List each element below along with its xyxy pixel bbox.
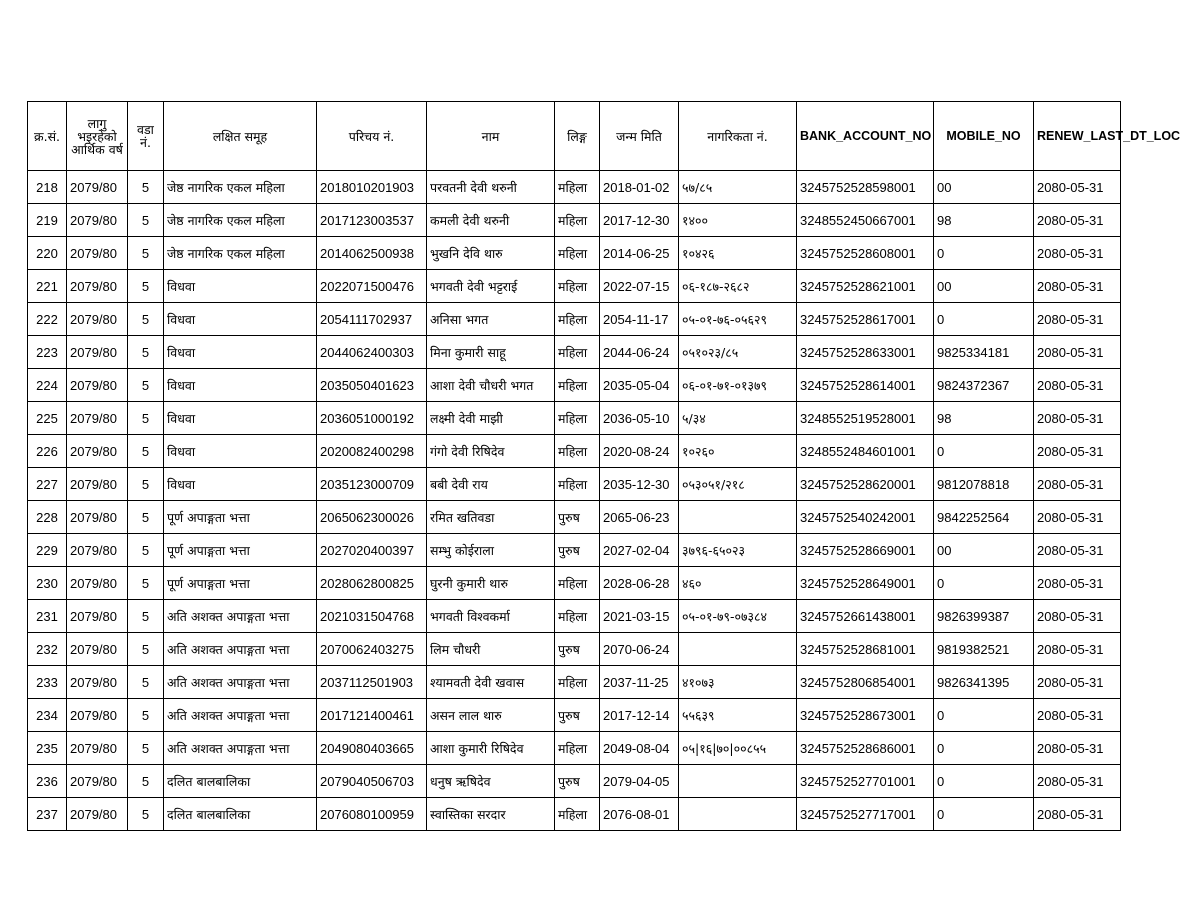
cell-citizenship-number: ०५१०२३/८५ (679, 336, 797, 369)
cell-birth-date: 2070-06-24 (600, 633, 679, 666)
cell-target-group: जेष्ठ नागरिक एकल महिला (164, 204, 317, 237)
cell-mobile: 0 (934, 765, 1034, 798)
cell-citizenship-number (679, 633, 797, 666)
cell-mobile: 0 (934, 303, 1034, 336)
cell-renew-date: 2080-05-31 (1034, 303, 1121, 336)
cell-bank-account: 3245752527701001 (797, 765, 934, 798)
cell-birth-date: 2035-05-04 (600, 369, 679, 402)
cell-bank-account: 3245752540242001 (797, 501, 934, 534)
cell-ward: 5 (128, 501, 164, 534)
cell-ward: 5 (128, 435, 164, 468)
cell-fiscal-year: 2079/80 (67, 369, 128, 402)
cell-renew-date: 2080-05-31 (1034, 633, 1121, 666)
cell-gender: महिला (555, 798, 600, 831)
cell-id-number: 2035123000709 (317, 468, 427, 501)
cell-target-group: पूर्ण अपाङ्गता भत्ता (164, 567, 317, 600)
cell-serial: 226 (28, 435, 67, 468)
cell-mobile: 9825334181 (934, 336, 1034, 369)
cell-fiscal-year: 2079/80 (67, 402, 128, 435)
cell-mobile: 0 (934, 798, 1034, 831)
cell-citizenship-number (679, 501, 797, 534)
cell-mobile: 0 (934, 699, 1034, 732)
cell-ward: 5 (128, 534, 164, 567)
cell-target-group: अति अशक्त अपाङ्गता भत्ता (164, 600, 317, 633)
cell-ward: 5 (128, 600, 164, 633)
cell-ward: 5 (128, 633, 164, 666)
cell-ward: 5 (128, 204, 164, 237)
table-row (28, 402, 1121, 435)
cell-bank-account: 3245752528633001 (797, 336, 934, 369)
cell-id-number: 2065062300026 (317, 501, 427, 534)
cell-gender: पुरुष (555, 765, 600, 798)
cell-birth-date: 2028-06-28 (600, 567, 679, 600)
table-row (28, 567, 1121, 600)
cell-serial: 234 (28, 699, 67, 732)
cell-birth-date: 2022-07-15 (600, 270, 679, 303)
cell-birth-date: 2018-01-02 (600, 171, 679, 204)
cell-renew-date: 2080-05-31 (1034, 699, 1121, 732)
cell-id-number: 2014062500938 (317, 237, 427, 270)
cell-name: अनिसा भगत (427, 303, 555, 336)
cell-target-group: विधवा (164, 336, 317, 369)
cell-citizenship-number: ०५|१६|७०|००८५५ (679, 732, 797, 765)
cell-serial: 235 (28, 732, 67, 765)
cell-name: भुखनि देवि थारु (427, 237, 555, 270)
cell-mobile: 0 (934, 435, 1034, 468)
cell-mobile: 0 (934, 237, 1034, 270)
cell-renew-date: 2080-05-31 (1034, 600, 1121, 633)
cell-fiscal-year: 2079/80 (67, 237, 128, 270)
cell-gender: महिला (555, 468, 600, 501)
cell-renew-date: 2080-05-31 (1034, 666, 1121, 699)
cell-fiscal-year: 2079/80 (67, 732, 128, 765)
cell-serial: 237 (28, 798, 67, 831)
cell-bank-account: 3245752528649001 (797, 567, 934, 600)
header-birth-date: जन्म मिति (600, 102, 679, 171)
cell-id-number: 2021031504768 (317, 600, 427, 633)
cell-renew-date: 2080-05-31 (1034, 534, 1121, 567)
cell-id-number: 2022071500476 (317, 270, 427, 303)
cell-birth-date: 2027-02-04 (600, 534, 679, 567)
cell-bank-account: 3245752528686001 (797, 732, 934, 765)
header-mobile: MOBILE_NO (934, 102, 1034, 171)
cell-serial: 227 (28, 468, 67, 501)
cell-gender: महिला (555, 336, 600, 369)
cell-name: सम्भु कोईराला (427, 534, 555, 567)
cell-renew-date: 2080-05-31 (1034, 732, 1121, 765)
table-row (28, 765, 1121, 798)
cell-serial: 231 (28, 600, 67, 633)
cell-bank-account: 3248552519528001 (797, 402, 934, 435)
header-serial: क्र.सं. (28, 102, 67, 171)
cell-fiscal-year: 2079/80 (67, 270, 128, 303)
cell-target-group: विधवा (164, 468, 317, 501)
cell-serial: 223 (28, 336, 67, 369)
cell-id-number: 2035050401623 (317, 369, 427, 402)
cell-citizenship-number (679, 765, 797, 798)
cell-target-group: पूर्ण अपाङ्गता भत्ता (164, 534, 317, 567)
cell-mobile: 00 (934, 270, 1034, 303)
cell-ward: 5 (128, 567, 164, 600)
cell-target-group: दलित बालबालिका (164, 765, 317, 798)
cell-birth-date: 2020-08-24 (600, 435, 679, 468)
cell-name: असन लाल थारु (427, 699, 555, 732)
cell-ward: 5 (128, 798, 164, 831)
header-citizenship-number: नागरिकता नं. (679, 102, 797, 171)
cell-name: घुरनी कुमारी थारु (427, 567, 555, 600)
cell-serial: 232 (28, 633, 67, 666)
cell-target-group: विधवा (164, 369, 317, 402)
table-row (28, 171, 1121, 204)
cell-bank-account: 3245752528681001 (797, 633, 934, 666)
cell-serial: 224 (28, 369, 67, 402)
cell-target-group: विधवा (164, 303, 317, 336)
cell-citizenship-number (679, 798, 797, 831)
cell-fiscal-year: 2079/80 (67, 699, 128, 732)
cell-mobile: 00 (934, 171, 1034, 204)
cell-ward: 5 (128, 270, 164, 303)
cell-renew-date: 2080-05-31 (1034, 435, 1121, 468)
cell-fiscal-year: 2079/80 (67, 501, 128, 534)
cell-fiscal-year: 2079/80 (67, 567, 128, 600)
cell-serial: 228 (28, 501, 67, 534)
cell-fiscal-year: 2079/80 (67, 765, 128, 798)
cell-gender: पुरुष (555, 534, 600, 567)
cell-id-number: 2036051000192 (317, 402, 427, 435)
cell-gender: महिला (555, 600, 600, 633)
cell-ward: 5 (128, 732, 164, 765)
cell-fiscal-year: 2079/80 (67, 666, 128, 699)
cell-renew-date: 2080-05-31 (1034, 402, 1121, 435)
cell-birth-date: 2021-03-15 (600, 600, 679, 633)
cell-name: रमित खतिवडा (427, 501, 555, 534)
cell-citizenship-number: ०५-०१-७६-०५६२९ (679, 303, 797, 336)
cell-id-number: 2054111702937 (317, 303, 427, 336)
cell-gender: महिला (555, 369, 600, 402)
cell-gender: महिला (555, 270, 600, 303)
cell-renew-date: 2080-05-31 (1034, 336, 1121, 369)
cell-target-group: दलित बालबालिका (164, 798, 317, 831)
cell-serial: 222 (28, 303, 67, 336)
cell-serial: 219 (28, 204, 67, 237)
cell-name: लिम चौधरी (427, 633, 555, 666)
cell-ward: 5 (128, 765, 164, 798)
cell-name: भगवती विश्वकर्मा (427, 600, 555, 633)
cell-target-group: विधवा (164, 270, 317, 303)
cell-name: भगवती देवी भट्टराई (427, 270, 555, 303)
cell-mobile: 0 (934, 732, 1034, 765)
cell-mobile: 98 (934, 402, 1034, 435)
cell-bank-account: 3245752527717001 (797, 798, 934, 831)
cell-citizenship-number: १०२६० (679, 435, 797, 468)
cell-birth-date: 2017-12-30 (600, 204, 679, 237)
cell-citizenship-number: ४६० (679, 567, 797, 600)
cell-birth-date: 2036-05-10 (600, 402, 679, 435)
cell-renew-date: 2080-05-31 (1034, 798, 1121, 831)
cell-serial: 229 (28, 534, 67, 567)
header-ward: वडा नं. (128, 102, 164, 171)
cell-gender: महिला (555, 171, 600, 204)
cell-ward: 5 (128, 237, 164, 270)
table-row (28, 369, 1121, 402)
cell-citizenship-number: ०५३०५१/२१८ (679, 468, 797, 501)
cell-renew-date: 2080-05-31 (1034, 270, 1121, 303)
cell-fiscal-year: 2079/80 (67, 435, 128, 468)
cell-citizenship-number: ०६-१८७-२६८२ (679, 270, 797, 303)
cell-serial: 230 (28, 567, 67, 600)
cell-ward: 5 (128, 369, 164, 402)
cell-id-number: 2028062800825 (317, 567, 427, 600)
table-row (28, 666, 1121, 699)
cell-bank-account: 3245752528598001 (797, 171, 934, 204)
cell-bank-account: 3245752528608001 (797, 237, 934, 270)
cell-id-number: 2037112501903 (317, 666, 427, 699)
cell-citizenship-number: ५७/८५ (679, 171, 797, 204)
cell-name: श्यामवती देवी खवास (427, 666, 555, 699)
cell-bank-account: 3245752528614001 (797, 369, 934, 402)
cell-bank-account: 3248552484601001 (797, 435, 934, 468)
table-row (28, 732, 1121, 765)
cell-serial: 220 (28, 237, 67, 270)
cell-name: स्वास्तिका सरदार (427, 798, 555, 831)
cell-bank-account: 3245752528669001 (797, 534, 934, 567)
cell-mobile: 00 (934, 534, 1034, 567)
cell-name: लक्ष्मी देवी माझी (427, 402, 555, 435)
cell-bank-account: 3245752528620001 (797, 468, 934, 501)
header-bank-account: BANK_ACCOUNT_NO (797, 102, 934, 171)
cell-mobile: 0 (934, 567, 1034, 600)
cell-id-number: 2070062403275 (317, 633, 427, 666)
cell-name: कमली देवी थरुनी (427, 204, 555, 237)
cell-fiscal-year: 2079/80 (67, 303, 128, 336)
cell-id-number: 2018010201903 (317, 171, 427, 204)
table-row (28, 633, 1121, 666)
header-renew-date: RENEW_LAST_DT_LOC (1034, 102, 1121, 171)
table-row (28, 237, 1121, 270)
cell-fiscal-year: 2079/80 (67, 534, 128, 567)
cell-birth-date: 2035-12-30 (600, 468, 679, 501)
cell-ward: 5 (128, 699, 164, 732)
table-row (28, 534, 1121, 567)
cell-renew-date: 2080-05-31 (1034, 468, 1121, 501)
cell-gender: महिला (555, 435, 600, 468)
cell-citizenship-number: ४१०७३ (679, 666, 797, 699)
cell-fiscal-year: 2079/80 (67, 633, 128, 666)
cell-gender: पुरुष (555, 633, 600, 666)
cell-name: मिना कुमारी साहू (427, 336, 555, 369)
cell-id-number: 2076080100959 (317, 798, 427, 831)
cell-fiscal-year: 2079/80 (67, 171, 128, 204)
cell-mobile: 9824372367 (934, 369, 1034, 402)
cell-bank-account: 3245752528617001 (797, 303, 934, 336)
table-row (28, 798, 1121, 831)
cell-gender: महिला (555, 303, 600, 336)
cell-id-number: 2017121400461 (317, 699, 427, 732)
cell-birth-date: 2044-06-24 (600, 336, 679, 369)
cell-target-group: पूर्ण अपाङ्गता भत्ता (164, 501, 317, 534)
cell-birth-date: 2037-11-25 (600, 666, 679, 699)
cell-renew-date: 2080-05-31 (1034, 171, 1121, 204)
cell-renew-date: 2080-05-31 (1034, 501, 1121, 534)
cell-fiscal-year: 2079/80 (67, 468, 128, 501)
table-body (28, 171, 1121, 831)
cell-ward: 5 (128, 336, 164, 369)
cell-birth-date: 2054-11-17 (600, 303, 679, 336)
header-target-group: लक्षित समूह (164, 102, 317, 171)
table-row (28, 204, 1121, 237)
cell-citizenship-number: ३७९६-६५०२३ (679, 534, 797, 567)
cell-gender: महिला (555, 237, 600, 270)
cell-ward: 5 (128, 402, 164, 435)
cell-name: आशा कुमारी रिषिदेव (427, 732, 555, 765)
table-row (28, 501, 1121, 534)
cell-birth-date: 2017-12-14 (600, 699, 679, 732)
cell-citizenship-number: ५५६३९ (679, 699, 797, 732)
cell-id-number: 2020082400298 (317, 435, 427, 468)
cell-name: आशा देवी चौधरी भगत (427, 369, 555, 402)
cell-ward: 5 (128, 303, 164, 336)
cell-target-group: अति अशक्त अपाङ्गता भत्ता (164, 699, 317, 732)
cell-gender: महिला (555, 666, 600, 699)
table-row (28, 435, 1121, 468)
cell-id-number: 2049080403665 (317, 732, 427, 765)
cell-gender: महिला (555, 732, 600, 765)
table-row (28, 270, 1121, 303)
header-fiscal-year: लागु भइरहेको आर्थिक वर्ष (67, 102, 128, 171)
cell-target-group: अति अशक्त अपाङ्गता भत्ता (164, 732, 317, 765)
cell-renew-date: 2080-05-31 (1034, 765, 1121, 798)
cell-citizenship-number: ५/३४ (679, 402, 797, 435)
cell-id-number: 2027020400397 (317, 534, 427, 567)
cell-target-group: विधवा (164, 402, 317, 435)
cell-gender: पुरुष (555, 501, 600, 534)
beneficiary-table (27, 101, 1180, 831)
cell-serial: 225 (28, 402, 67, 435)
cell-mobile: 9826341395 (934, 666, 1034, 699)
cell-id-number: 2079040506703 (317, 765, 427, 798)
cell-mobile: 9826399387 (934, 600, 1034, 633)
table-row (28, 303, 1121, 336)
cell-birth-date: 2049-08-04 (600, 732, 679, 765)
header-gender: लिङ्ग (555, 102, 600, 171)
cell-gender: महिला (555, 204, 600, 237)
table-row (28, 600, 1121, 633)
cell-mobile: 9819382521 (934, 633, 1034, 666)
cell-target-group: विधवा (164, 435, 317, 468)
cell-renew-date: 2080-05-31 (1034, 369, 1121, 402)
table-row (28, 336, 1121, 369)
cell-citizenship-number: ०५-०१-७९-०७३८४ (679, 600, 797, 633)
header-name: नाम (427, 102, 555, 171)
cell-name: गंगो देवी रिषिदेव (427, 435, 555, 468)
cell-serial: 236 (28, 765, 67, 798)
cell-name: धनुष ऋषिदेव (427, 765, 555, 798)
cell-ward: 5 (128, 468, 164, 501)
header-id-number: परिचय नं. (317, 102, 427, 171)
cell-serial: 218 (28, 171, 67, 204)
cell-mobile: 98 (934, 204, 1034, 237)
cell-gender: महिला (555, 402, 600, 435)
cell-bank-account: 3245752528621001 (797, 270, 934, 303)
cell-fiscal-year: 2079/80 (67, 600, 128, 633)
cell-citizenship-number: १०४२६ (679, 237, 797, 270)
cell-bank-account: 3245752661438001 (797, 600, 934, 633)
cell-serial: 233 (28, 666, 67, 699)
cell-ward: 5 (128, 171, 164, 204)
cell-target-group: अति अशक्त अपाङ्गता भत्ता (164, 633, 317, 666)
cell-birth-date: 2065-06-23 (600, 501, 679, 534)
cell-renew-date: 2080-05-31 (1034, 567, 1121, 600)
cell-id-number: 2044062400303 (317, 336, 427, 369)
cell-ward: 5 (128, 666, 164, 699)
cell-bank-account: 3245752528673001 (797, 699, 934, 732)
cell-fiscal-year: 2079/80 (67, 336, 128, 369)
cell-fiscal-year: 2079/80 (67, 204, 128, 237)
cell-serial: 221 (28, 270, 67, 303)
table-row (28, 699, 1121, 732)
cell-name: परवतनी देवी थरुनी (427, 171, 555, 204)
cell-mobile: 9812078818 (934, 468, 1034, 501)
cell-birth-date: 2076-08-01 (600, 798, 679, 831)
cell-target-group: अति अशक्त अपाङ्गता भत्ता (164, 666, 317, 699)
cell-citizenship-number: १४०० (679, 204, 797, 237)
cell-bank-account: 3248552450667001 (797, 204, 934, 237)
cell-id-number: 2017123003537 (317, 204, 427, 237)
cell-fiscal-year: 2079/80 (67, 798, 128, 831)
cell-citizenship-number: ०६-०१-७१-०१३७९ (679, 369, 797, 402)
cell-gender: महिला (555, 567, 600, 600)
cell-gender: पुरुष (555, 699, 600, 732)
cell-target-group: जेष्ठ नागरिक एकल महिला (164, 171, 317, 204)
cell-bank-account: 3245752806854001 (797, 666, 934, 699)
cell-target-group: जेष्ठ नागरिक एकल महिला (164, 237, 317, 270)
cell-birth-date: 2014-06-25 (600, 237, 679, 270)
cell-renew-date: 2080-05-31 (1034, 237, 1121, 270)
header-row (28, 102, 1121, 171)
table-row (28, 468, 1121, 501)
cell-name: बबी देवी राय (427, 468, 555, 501)
cell-mobile: 9842252564 (934, 501, 1034, 534)
cell-birth-date: 2079-04-05 (600, 765, 679, 798)
cell-renew-date: 2080-05-31 (1034, 204, 1121, 237)
